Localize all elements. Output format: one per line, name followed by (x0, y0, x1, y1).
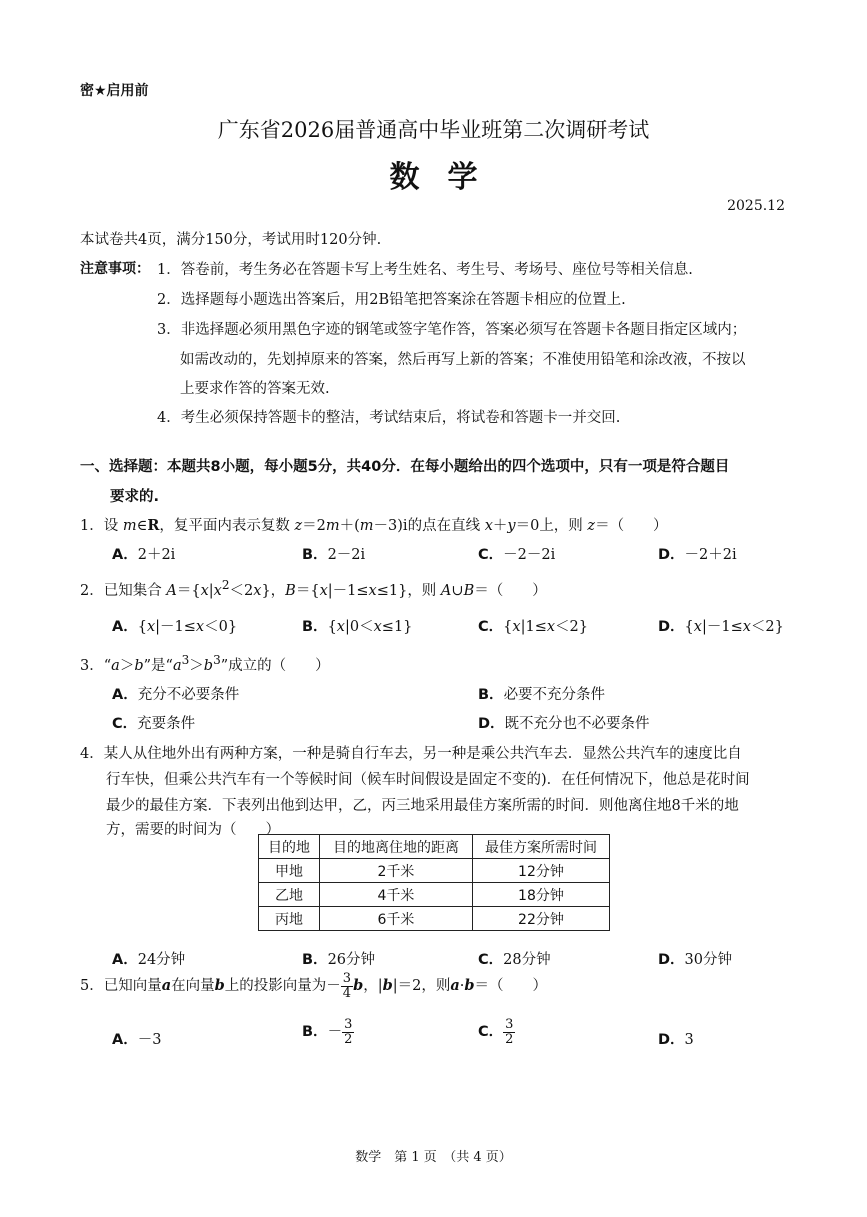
notes-label: 注意事项： (80, 261, 150, 277)
table-row (259, 859, 610, 883)
table-header: 最佳方案所需时间 (472, 835, 609, 859)
q2-text: ，则 (407, 582, 437, 599)
q3-option-c[interactable]: C．充要条件 (112, 716, 196, 732)
q1-text: 上，则 (539, 518, 583, 534)
q4-option-b[interactable]: B．26分钟 (302, 952, 376, 968)
question-4 (80, 742, 742, 763)
answer-paren: （ ） (609, 518, 668, 534)
note-item: 1．答卷前，考生务必在答题卡写上考生姓名、考生号、考场号、座位号等相关信息. (157, 262, 693, 278)
q4-text-line: 行车快，但乘公共汽车有一个等候时间（候车时间假设是固定不变的)．在任何情况下，他总是花时间 (106, 772, 750, 788)
q1-option-a[interactable]: A．2＋2i (112, 547, 176, 563)
q2-option-c[interactable]: C．{x|1≤x＜2} (478, 619, 588, 635)
table-header: 目的地离住地的距离 (320, 835, 473, 859)
q3-option-b[interactable]: B．必要不充分条件 (478, 687, 606, 703)
exam-title: 广东省2026届普通高中毕业班第二次调研考试 (217, 118, 650, 142)
q1-option-c[interactable]: C．－2－2i (478, 547, 556, 563)
table-cell: 甲地 (259, 859, 320, 883)
question-number: 3． (80, 657, 104, 674)
fraction: $\frac{3}{2}$ (505, 1017, 514, 1047)
question-5: 5．已知向量a在向量b上的投影向量为－ $\frac{3}{4}$ b，|b|＝2，则a·b＝（ ） (80, 971, 548, 1001)
table-cell: 乙地 (259, 883, 320, 907)
q1-option-b[interactable]: B．2－2i (302, 547, 366, 563)
note-item: 上要求作答的答案无效. (180, 381, 330, 397)
subject-title: 数学 (389, 160, 506, 195)
q1-text: 的点在直线 (407, 518, 481, 534)
table-cell: 4千米 (320, 883, 473, 907)
distance-table (258, 834, 610, 931)
q5-option-c[interactable]: C． $\frac{3}{2}$ (478, 1017, 514, 1047)
section-heading: 一、选择题：本题共8小题，每小题5分，共40分．在每小题给出的四个选项中，只有一项是符合题目 (80, 459, 730, 475)
q5-option-b[interactable]: B．－ $\frac{3}{2}$ (302, 1017, 353, 1047)
table-cell: 丙地 (259, 907, 320, 931)
q4-option-d[interactable]: D．30分钟 (658, 952, 732, 968)
q5-text: 已知向量 (103, 978, 162, 995)
q2-option-b[interactable]: B．{x|0＜x≤1} (302, 619, 413, 635)
q3-option-d[interactable]: D．既不充分也不必要条件 (478, 716, 650, 732)
q4-text: 某人从住地外出有两种方案，一种是骑自行车去，另一种是乘公共汽车去．显然公共汽车的速度比自 (103, 746, 742, 762)
table-row (259, 907, 610, 931)
section-heading-cont: 要求的. (110, 489, 160, 505)
question-number: 1． (80, 518, 104, 534)
table-cell: 12分钟 (472, 859, 609, 883)
note-item: 2．选择题每小题选出答案后，用2B铅笔把答案涂在答题卡相应的位置上. (157, 292, 626, 308)
fraction: $\frac{3}{4}$ (342, 971, 352, 1001)
table-cell: 6千米 (320, 907, 473, 931)
confidential-mark: 密★启用前 (80, 83, 149, 99)
note-item: 4．考生必须保持答题卡的整洁，考试结束后，将试卷和答题卡一并交回. (157, 410, 621, 426)
q3-option-a[interactable]: A．充分不必要条件 (112, 687, 240, 703)
answer-paren: （ ） (489, 978, 548, 995)
q2-option-d[interactable]: D．{x|－1≤x＜2} (658, 619, 784, 635)
q2-option-a[interactable]: A．{x|－1≤x＜0} (112, 619, 238, 635)
question-number: 4． (80, 746, 104, 762)
question-1: 1．设 m∈R，复平面内表示复数 z＝2m＋(m－3)i的点在直线 x＋y＝0上，则 z＝（ ） (80, 517, 668, 534)
question-2: 2．已知集合 $A=\{x|x^2<2x\}$，B＝{x|－1≤x≤1}，则 A∪B＝（ ） (80, 578, 547, 599)
table-row (259, 883, 610, 907)
table-header-row (259, 835, 610, 859)
q5-text: ，则 (421, 978, 451, 995)
q4-option-c[interactable]: C．28分钟 (478, 952, 551, 968)
table-cell: 18分钟 (472, 883, 609, 907)
q5-text: 在向量 (171, 978, 215, 995)
q5-option-a[interactable]: A．－3 (112, 1032, 162, 1048)
table-header: 目的地 (259, 835, 320, 859)
q1-text: ，复平面内表示复数 (159, 518, 290, 534)
q2-text: 已知集合 (103, 582, 162, 599)
question-number: 5． (80, 978, 104, 995)
q1-text: 设 (103, 518, 119, 534)
table-cell: 22分钟 (472, 907, 609, 931)
page-footer: 数学 第 1 页 （共 4 页） (355, 1150, 512, 1165)
fraction: $\frac{3}{2}$ (344, 1017, 353, 1047)
q5-option-d[interactable]: D．3 (658, 1032, 694, 1048)
exam-date: 2025.12 (727, 198, 785, 214)
intro-text: 本试卷共4页，满分150分，考试用时120分钟. (80, 232, 382, 248)
q3-text: 成立的（ ） (228, 657, 330, 674)
q4-text-line: 方，需要的时间为（ ） (106, 822, 280, 838)
table-cell: 2千米 (320, 859, 473, 883)
note-item: 如需改动的，先划掉原来的答案，然后再写上新的答案；不准使用铅笔和涂改液，不按以 (180, 352, 746, 368)
q4-text-line: 最少的最佳方案．下表列出他到达甲，乙，丙三地采用最佳方案所需的时间．则他离住地8千米的地 (106, 798, 739, 814)
q1-option-d[interactable]: D．－2＋2i (658, 547, 737, 563)
question-number: 2． (80, 582, 104, 599)
q5-text: 上的投影向量为 (224, 978, 327, 995)
note-item: 3．非选择题必须用黑色字迹的钢笔或签字笔作答，答案必须写在答题卡各题目指定区域内； (157, 322, 747, 338)
question-3: 3．“a＞b”是“$a^3>b^3$”成立的（ ） (80, 653, 330, 674)
q4-option-a[interactable]: A．24分钟 (112, 952, 186, 968)
answer-paren: （ ） (488, 582, 547, 599)
